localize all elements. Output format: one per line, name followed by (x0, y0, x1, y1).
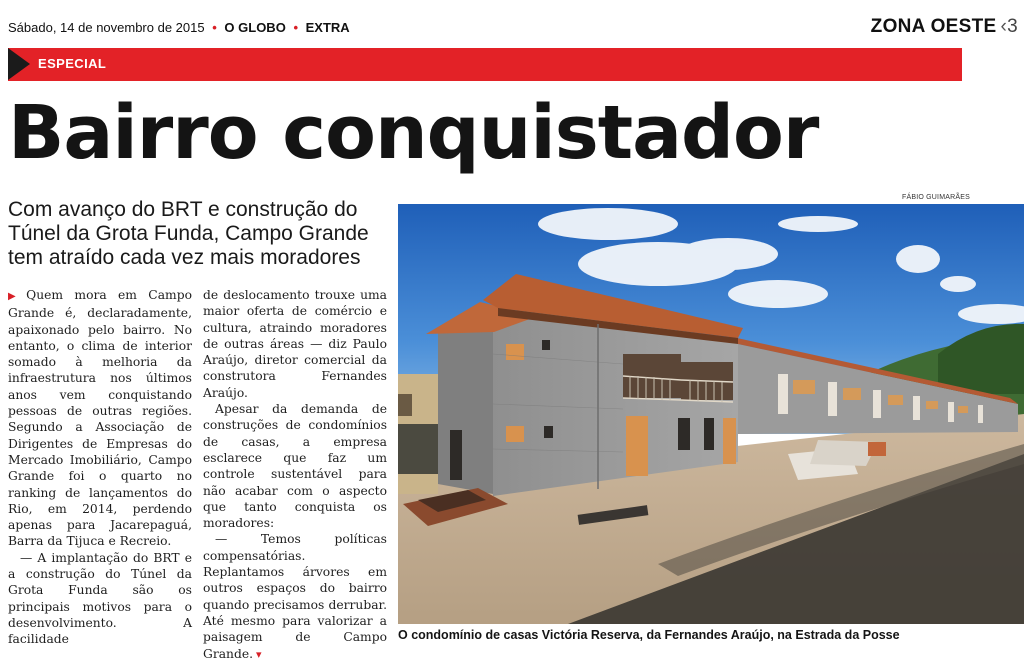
body-column-2 (203, 287, 387, 663)
paragraph (8, 287, 192, 550)
publication-extra: EXTRA (305, 20, 350, 35)
photo-condominium (398, 204, 1024, 624)
page-separator-icon: ‹ (1000, 16, 1008, 37)
page-number: 3 (1007, 16, 1018, 37)
paragraph: — A implantação do BRT e a construção do Túnel da Grota Funda são os principais motivos para o desenvolvimento. A facilidade (8, 550, 192, 647)
photo-credit: FÁBIO GUIMARÃES (902, 194, 970, 201)
body-column-1 (8, 287, 192, 648)
section-header (871, 16, 1018, 38)
band-triangle-icon (8, 48, 30, 80)
paragraph: de deslocamento trouxe uma maior oferta de comércio e cultura, atraindo moradores de outras áreas — diz Paulo Araújo, diretor comercial da construtora Fernandes Araújo. (203, 288, 387, 400)
separator-dot: • (293, 20, 298, 35)
paragraph (203, 531, 387, 662)
top-line (8, 16, 1018, 38)
end-mark-icon: ▾ (256, 647, 262, 661)
section-name: ZONA OESTE (870, 16, 997, 37)
paragraph-text: — Temos políticas compensatórias. Replantamos árvores em outros espaços do bairro quando precisamos derrubar. Até mesmo para valorizar a paisagem de Campo Grande. (203, 532, 387, 661)
headline: Bairro conquistador (8, 90, 819, 176)
date-line (8, 20, 350, 35)
lead-bullet-icon: ▶ (8, 291, 24, 302)
separator-dot: • (212, 20, 217, 35)
photo-caption: O condomínio de casas Victória Reserva, da Fernandes Araújo, na Estrada da Posse (398, 628, 900, 642)
publication-o-globo: O GLOBO (224, 20, 286, 35)
band-label: ESPECIAL (38, 56, 107, 71)
paragraph-text: Quem mora em Campo Grande é, declaradamente, apaixonado pelo bairro. No entanto, o clima de interior somado à melhoria da infraestrutura nos últimos anos vem conquistando pessoas de outras regiões. Segundo a Associação de Dirigentes de Empresas do Mercado Imobiliário, Campo Grande foi o quarto no ranking de lançamentos do Rio, em 2014, perdendo apenas para Jacarepaguá, Barra da Tijuca e Recreio. (8, 288, 192, 549)
paragraph: Apesar da demanda de construções de condomínios de casas, a empresa esclarece que faz um controle sustentável para não acabar com o aspecto que tanto conquista os moradores: (203, 402, 387, 531)
issue-date: Sábado, 14 de novembro de 2015 (8, 20, 205, 35)
subhead: Com avanço do BRT e construção do Túnel da Grota Funda, Campo Grande tem atraído cada vez mais moradores (8, 198, 369, 269)
section-band (8, 48, 962, 81)
